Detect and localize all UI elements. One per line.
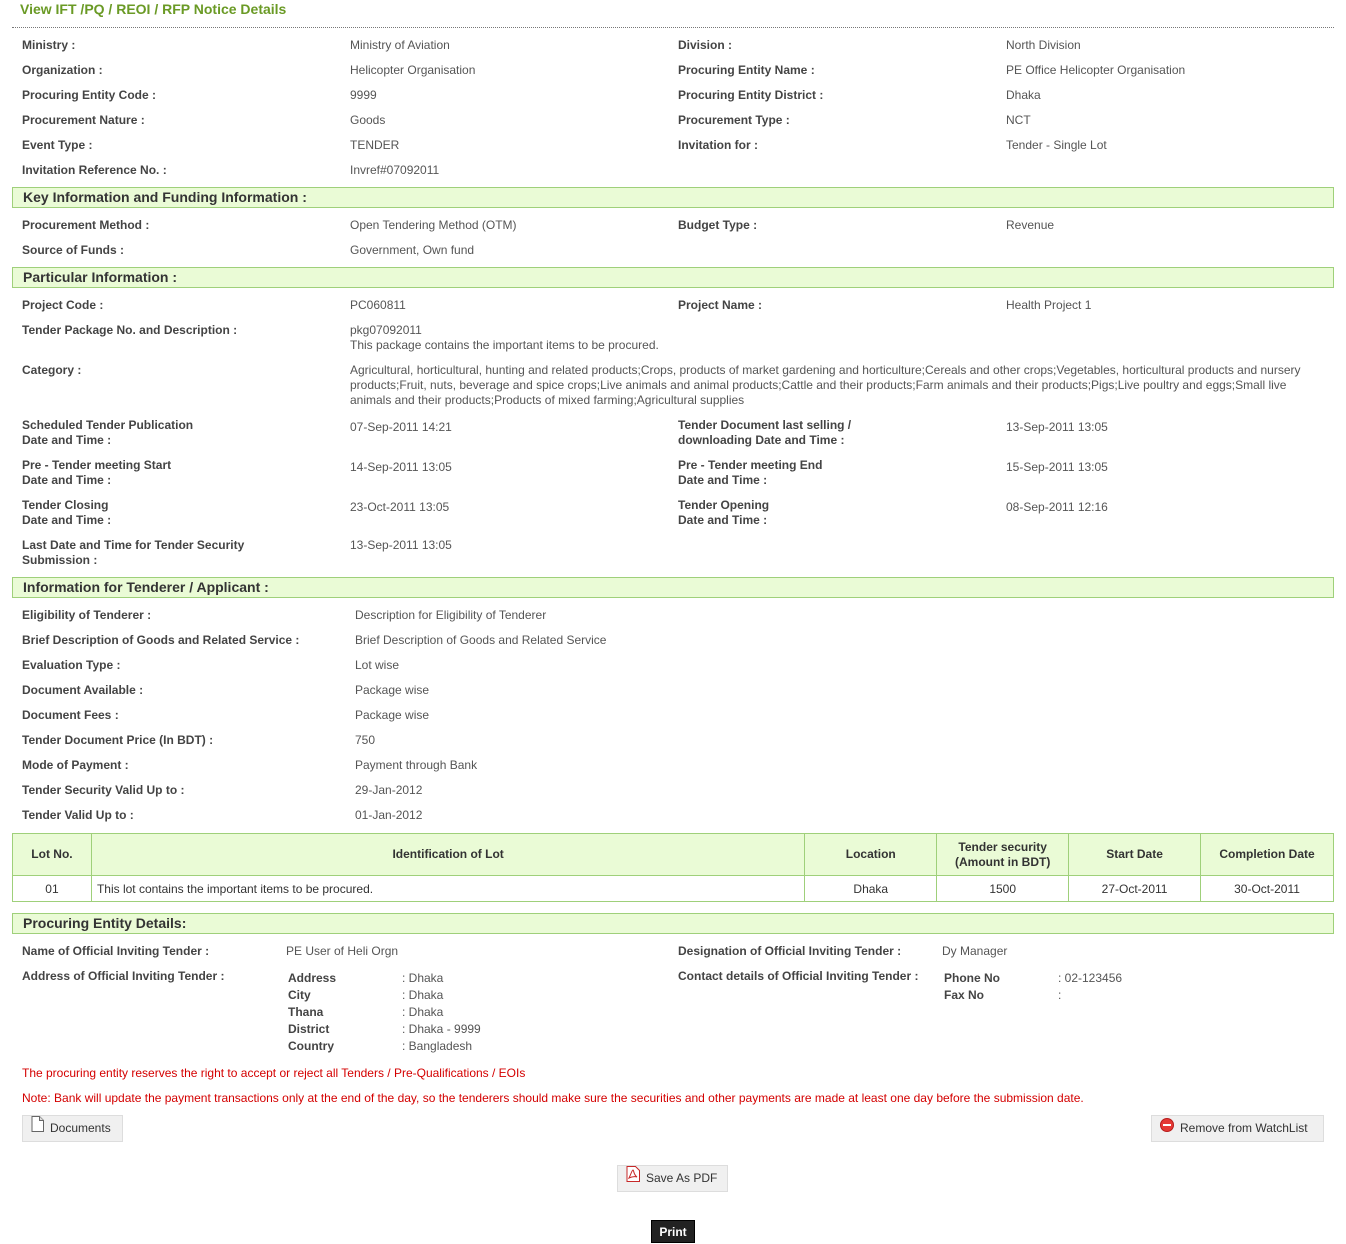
project-code-label: Project Code : (22, 298, 104, 312)
tender-valid-value: 01-Jan-2012 (355, 808, 423, 822)
opening-label-1: Tender Opening (678, 498, 770, 512)
security-cell: 1500 (937, 876, 1069, 902)
identification-cell: This lot contains the important items to be procured. (91, 876, 804, 902)
event-type-label: Event Type : (22, 138, 93, 152)
district-value: : Dhaka - 9999 (402, 1022, 481, 1036)
closing-label-1: Tender Closing (22, 498, 109, 512)
key-info-heading: Key Information and Funding Information : (12, 187, 1334, 208)
pre-end-label-2: Date and Time : (678, 473, 768, 487)
opening-value: 08-Sep-2011 12:16 (1006, 500, 1108, 514)
phone-key: Phone No (944, 971, 1000, 985)
payment-mode-value: Payment through Bank (355, 758, 478, 772)
document-available-value: Package wise (355, 683, 430, 697)
evaluation-type-value: Lot wise (355, 658, 400, 672)
sched-pub-value: 07-Sep-2011 14:21 (350, 420, 452, 434)
source-of-funds-label: Source of Funds : (22, 243, 124, 257)
opening-label-2: Date and Time : (678, 513, 768, 527)
ministry-value: Ministry of Aviation (350, 38, 450, 52)
location-header: Location (805, 834, 937, 876)
lots-header-row (13, 834, 1334, 876)
sched-pub-label-2: Date and Time : (22, 433, 112, 447)
official-name-value: PE User of Heli Orgn (286, 944, 399, 958)
lots-table (12, 833, 1334, 902)
doc-sell-label-1: Tender Document last selling / (678, 418, 852, 432)
official-address-label: Address of Official Inviting Tender : (22, 969, 225, 983)
pe-code-value: 9999 (350, 88, 377, 102)
tender-valid-label: Tender Valid Up to : (22, 808, 134, 822)
invitation-for-value: Tender - Single Lot (1006, 138, 1107, 152)
completion-date-header: Completion Date (1201, 834, 1334, 876)
event-type-value: TENDER (350, 138, 400, 152)
pdf-icon (626, 1166, 640, 1191)
location-cell: Dhaka (805, 876, 937, 902)
evaluation-type-label: Evaluation Type : (22, 658, 121, 672)
budget-type-label: Budget Type : (678, 218, 758, 232)
thana-key: Thana (288, 1005, 324, 1019)
tender-security-header (937, 834, 1069, 876)
doc-sell-label-2: downloading Date and Time : (678, 433, 845, 447)
pre-end-label-1: Pre - Tender meeting End (678, 458, 823, 472)
security-valid-value: 29-Jan-2012 (355, 783, 423, 797)
doc-sell-value: 13-Sep-2011 13:05 (1006, 420, 1108, 434)
bank-payment-note: Note: Bank will update the payment transactions only at the end of the day, so the tenderers should make sure the securities and other payments are made at least one day before the submission date. (22, 1091, 1084, 1105)
pre-end-value: 15-Sep-2011 13:05 (1006, 460, 1108, 474)
reserve-rights-note: The procuring entity reserves the right to accept or reject all Tenders / Pre-Qualifications / EOIs (22, 1066, 526, 1080)
security-valid-label: Tender Security Valid Up to : (22, 783, 185, 797)
source-of-funds-value: Government, Own fund (350, 243, 475, 257)
title-divider (12, 27, 1334, 28)
procurement-method-value: Open Tendering Method (OTM) (350, 218, 517, 232)
pe-district-value: Dhaka (1006, 88, 1041, 102)
package-label: Tender Package No. and Description : (22, 323, 238, 337)
security-label-1: Last Date and Time for Tender Security (22, 538, 245, 552)
document-price-value: 750 (355, 733, 376, 747)
security-value: 13-Sep-2011 13:05 (350, 538, 452, 552)
budget-type-value: Revenue (1006, 218, 1055, 232)
pe-details-heading: Procuring Entity Details: (12, 913, 1334, 934)
pre-start-label-1: Pre - Tender meeting Start (22, 458, 172, 472)
tender-security-header-line2: (Amount in BDT) (955, 854, 1051, 869)
project-name-value: Health Project 1 (1006, 298, 1092, 312)
thana-value: : Dhaka (402, 1005, 444, 1019)
division-value: North Division (1006, 38, 1081, 52)
procurement-type-label: Procurement Type : (678, 113, 790, 127)
documents-button-label: Documents (50, 1121, 111, 1135)
brief-description-value: Brief Description of Goods and Related Service (355, 633, 607, 647)
division-label: Division : (678, 38, 733, 52)
city-key: City (288, 988, 311, 1002)
invitation-ref-value: Invref#07092011 (350, 163, 440, 177)
organization-label: Organization : (22, 63, 103, 77)
completion-date-cell: 30-Oct-2011 (1201, 876, 1334, 902)
tender-security-header-line1: Tender security (958, 839, 1047, 854)
city-value: : Dhaka (402, 988, 444, 1002)
save-pdf-button[interactable] (617, 1165, 728, 1192)
document-icon (31, 1116, 44, 1141)
country-key: Country (288, 1039, 334, 1053)
closing-value: 23-Oct-2011 13:05 (350, 500, 450, 514)
security-label-2: Submission : (22, 553, 98, 567)
official-designation-label: Designation of Official Inviting Tender : (678, 944, 902, 958)
official-name-label: Name of Official Inviting Tender : (22, 944, 210, 958)
document-fees-value: Package wise (355, 708, 430, 722)
eligibility-value: Description for Eligibility of Tenderer (355, 608, 547, 622)
page-title: View IFT /PQ / REOI / RFP Notice Details (20, 1, 287, 17)
fax-value: : (1058, 988, 1062, 1002)
project-code-value: PC060811 (350, 298, 406, 312)
category-value: Agricultural, horticultural, hunting and related products;Crops, products of market gardening and horticulture;Cereals and other crops;Vegetables, horticultural products and nursery products;Fruit, nuts, beverage and spice crops;Live animals and animal products;Cattle and their products;Farm animals and their products;Pigs;Live poultry and eggs;Small live animals and their products;Products of mixed farming;Agricultural supplies (350, 363, 1301, 407)
project-name-label: Project Name : (678, 298, 763, 312)
pe-code-label: Procuring Entity Code : (22, 88, 157, 102)
document-price-label: Tender Document Price (In BDT) : (22, 733, 214, 747)
procurement-nature-value: Goods (350, 113, 386, 127)
document-available-label: Document Available : (22, 683, 144, 697)
official-contact-label: Contact details of Official Inviting Tender : (678, 969, 919, 983)
pe-name-value: PE Office Helicopter Organisation (1006, 63, 1186, 77)
pre-start-label-2: Date and Time : (22, 473, 112, 487)
brief-description-label: Brief Description of Goods and Related Service : (22, 633, 300, 647)
address-value: : Dhaka (402, 971, 444, 985)
invitation-ref-label: Invitation Reference No. : (22, 163, 167, 177)
package-no-value: pkg07092011 (350, 323, 422, 337)
document-fees-label: Document Fees : (22, 708, 119, 722)
fax-key: Fax No (944, 988, 985, 1002)
remove-watchlist-button[interactable] (1151, 1115, 1324, 1142)
district-key: District (288, 1022, 330, 1036)
particular-info-heading: Particular Information : (12, 267, 1334, 288)
phone-value: : 02-123456 (1058, 971, 1123, 985)
pe-district-label: Procuring Entity District : (678, 88, 824, 102)
sched-pub-label-1: Scheduled Tender Publication (22, 418, 194, 432)
print-button[interactable]: Print (651, 1220, 695, 1243)
remove-watchlist-label: Remove from WatchList (1180, 1121, 1308, 1135)
pe-name-label: Procuring Entity Name : (678, 63, 815, 77)
identification-header: Identification of Lot (91, 834, 804, 876)
table-row (13, 876, 1334, 902)
country-value: : Bangladesh (402, 1039, 473, 1053)
procurement-method-label: Procurement Method : (22, 218, 150, 232)
package-desc-value: This package contains the important items to be procured. (350, 338, 659, 352)
save-pdf-label: Save As PDF (646, 1171, 718, 1185)
pre-start-value: 14-Sep-2011 13:05 (350, 460, 452, 474)
procurement-type-value: NCT (1006, 113, 1031, 127)
lot-no-header: Lot No. (13, 834, 92, 876)
invitation-for-label: Invitation for : (678, 138, 758, 152)
start-date-cell: 27-Oct-2011 (1069, 876, 1201, 902)
eligibility-label: Eligibility of Tenderer : (22, 608, 152, 622)
closing-label-2: Date and Time : (22, 513, 112, 527)
address-key: Address (288, 971, 337, 985)
organization-value: Helicopter Organisation (350, 63, 476, 77)
category-label: Category : (22, 363, 82, 377)
start-date-header: Start Date (1069, 834, 1201, 876)
documents-button[interactable] (22, 1115, 123, 1142)
lot-no-cell: 01 (13, 876, 92, 902)
official-designation-value: Dy Manager (942, 944, 1008, 958)
payment-mode-label: Mode of Payment : (22, 758, 129, 772)
procurement-nature-label: Procurement Nature : (22, 113, 145, 127)
ministry-label: Ministry : (22, 38, 76, 52)
remove-icon (1160, 1116, 1174, 1141)
tenderer-info-heading: Information for Tenderer / Applicant : (12, 577, 1334, 598)
